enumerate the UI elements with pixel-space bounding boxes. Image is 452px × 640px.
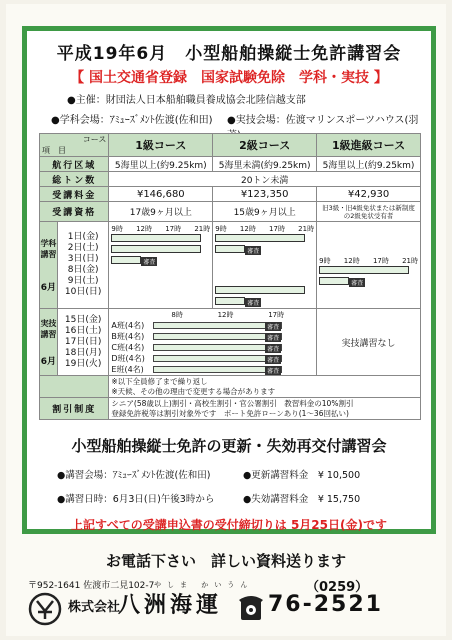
time-scale (111, 224, 210, 234)
time-tick: 17時 (269, 225, 285, 233)
schedule-bar (215, 286, 305, 294)
practical-class-row (111, 320, 314, 331)
row-label-eligibility: 受講資格 (40, 202, 109, 222)
schedule-bar (153, 322, 282, 329)
course-info-frame (22, 26, 436, 534)
theory-month: 6月 (40, 282, 57, 293)
exam-tag: 審査 (267, 324, 280, 331)
class-label: D班(4名) (111, 354, 145, 363)
course-header-3: 1級進級コース (317, 134, 421, 157)
company-address: 〒952-1641 佐渡市二見102-7 (28, 581, 155, 591)
theory-date: 1日(金) (67, 232, 99, 242)
theory-date: 3日(日) (67, 254, 99, 264)
exam-tag: 審査 (267, 368, 280, 375)
schedule-bar (319, 266, 409, 274)
cell-eligibility-1: 17歳9ヶ月以上 (109, 202, 213, 222)
theory-date: 2日(土) (67, 243, 99, 253)
practical-date: 19日(火) (64, 358, 102, 369)
time-scale (319, 256, 418, 266)
schedule-bar (215, 234, 305, 242)
page-title: 平成19年6月 小型船舶操縦士免許講習会 (56, 44, 402, 64)
organizer-value: 財団法人日本船舶職員養成協会北陸信越支部 (105, 95, 306, 106)
theory-venue-label: ●学科会場： (51, 115, 110, 126)
renewal-title: 小型船舶操縦士免許の更新・失効再交付講習会 (71, 437, 387, 455)
practical-schedule (109, 309, 317, 376)
time-tick: 17時 (165, 225, 182, 233)
practical-label: 実技講習 (40, 318, 57, 339)
practical-month: 6月 (40, 356, 57, 367)
course-header-2: 2級コース (213, 134, 317, 157)
renewal-date: 6月3日(日)午後3時から (112, 494, 215, 505)
cell-tonnage: 20トン未満 (109, 172, 421, 187)
practical-venue-value: 佐渡マリンスポーツハウス(羽 (285, 115, 419, 126)
renewal-venue: ｱﾐｭｰｽﾞﾒﾝﾄ佐渡(佐和田) (112, 470, 211, 481)
exam-tag: 審査 (247, 248, 260, 255)
practical-venue-label: ●実技会場： (227, 115, 286, 126)
theory-venue-value: ｱﾐｭｰｽﾞﾒﾝﾄ佐渡(佐和田) (109, 115, 213, 126)
time-tick: 12時 (136, 225, 152, 233)
theory-schedule-2 (213, 222, 317, 309)
company-prefix: 株式会社 (68, 600, 121, 615)
table-corner (40, 134, 109, 157)
practical-time-scale (111, 310, 314, 320)
row-label-discount: 割引制度 (40, 398, 109, 420)
cell-area-1: 5海里以上(約9.25km) (109, 157, 213, 172)
practical-date: 18日(月) (64, 347, 102, 358)
time-tick: 8時 (171, 311, 183, 319)
cell-fee-3: ¥42,930 (317, 187, 421, 202)
notes-spacer (40, 376, 109, 398)
course-header-1: 1級コース (109, 134, 213, 157)
schedule-bar (153, 344, 282, 351)
lapse-fee-label: ●失効講習料金 (243, 494, 309, 505)
renew-fee: ¥ 10,500 (317, 470, 361, 481)
time-tick: 12時 (343, 257, 360, 265)
company-name: 八洲海運 (118, 593, 223, 618)
time-tick: 9時 (319, 257, 331, 265)
course-table (39, 133, 421, 420)
discount-line: シニア(58歳以上)割引・高校生割引・官公署割引 教習料金の10%割引 (111, 398, 354, 408)
month-label-theory (40, 222, 58, 309)
renew-fee-line (243, 467, 360, 481)
practical-class-row (111, 331, 314, 342)
no-practical-cell: 実技講習なし (317, 309, 421, 376)
practical-dates (57, 309, 109, 376)
renewal-venue-label: ●講習会場： (57, 470, 113, 481)
row-label-tonnage: 総トン数 (40, 172, 109, 187)
call-to-action: お電話下さい 詳しい資料送ります (105, 552, 346, 570)
time-tick: 17時 (268, 311, 285, 319)
renewal-date-label: ●講習日時： (57, 494, 113, 505)
renew-fee-label: ●更新講習料金 (243, 470, 309, 481)
exam-tag: 審査 (267, 335, 280, 342)
time-tick: 12時 (217, 311, 234, 319)
company-kana: やしま かいうん (154, 581, 254, 589)
telephone-icon (238, 592, 264, 622)
application-deadline: 上記すべての受講申込書の受付締切りは 5月25日(金)です (71, 518, 387, 532)
time-tick: 21時 (298, 225, 315, 233)
time-scale (215, 224, 314, 234)
cell-area-2: 5海里未満(約9.25km) (213, 157, 317, 172)
renewal-date-line (57, 491, 214, 505)
note-line: ※以下全員修了まで繰り返し (111, 376, 208, 386)
exam-tag: 審査 (143, 259, 156, 266)
exam-tag: 審査 (247, 300, 260, 307)
row-label-fee: 受講料金 (40, 187, 109, 202)
cell-fee-2: ¥123,350 (213, 187, 317, 202)
row-label-area: 航行区域 (40, 157, 109, 172)
note-line: ※天候、その他の理由で変更する場合があります (111, 386, 276, 396)
practical-date: 15日(金) (64, 314, 102, 325)
schedule-bar (319, 277, 349, 285)
cell-area-3: 5海里以上(約9.25km) (317, 157, 421, 172)
theory-date: 10日(日) (64, 287, 102, 297)
renewal-venue-line (57, 467, 210, 481)
theory-dates (57, 222, 109, 309)
theory-date: 8日(金) (67, 265, 99, 275)
cell-fee-1: ¥146,680 (109, 187, 213, 202)
exam-tag: 審査 (267, 346, 280, 353)
phone-number[interactable]: 76-2521 (268, 592, 383, 617)
lapse-fee-line (243, 491, 360, 505)
company-logo-icon (28, 592, 62, 626)
discount-line: 登録免許税等は割引対象外です ボート免許ローンあり(1～36回払い) (111, 408, 349, 418)
time-tick: 9時 (215, 225, 227, 233)
lapse-fee: ¥ 15,750 (317, 494, 361, 505)
corner-bottom: 項 目 (42, 146, 66, 155)
flyer-sheet (6, 4, 446, 636)
theory-date: 9日(土) (67, 276, 99, 286)
exam-tag: 審査 (351, 280, 364, 287)
organizer-label: ●主催： (67, 95, 106, 106)
theory-venue-line (51, 111, 213, 126)
class-label: E班(4名) (111, 365, 144, 374)
cell-eligibility-2: 15歳9ヶ月以上 (213, 202, 317, 222)
theory-schedule-3 (317, 222, 421, 309)
discount-cell (109, 398, 421, 420)
schedule-bar (111, 245, 201, 253)
time-tick: 9時 (111, 225, 123, 233)
time-tick: 12時 (239, 225, 256, 233)
schedule-bar (153, 355, 282, 362)
class-label: C班(4名) (111, 343, 145, 352)
schedule-bar (153, 366, 282, 373)
exam-tag: 審査 (267, 357, 280, 364)
cell-eligibility-3: 旧3級・旧4級免状または新制度の2級免状受有者 (317, 202, 421, 222)
page-subtitle: 【 国土交通省登録 国家試験免除 学科・実技 】 (70, 70, 388, 86)
time-tick: 17時 (372, 257, 389, 265)
organizer-line (67, 91, 306, 106)
time-tick: 21時 (402, 257, 418, 265)
practical-date: 16日(土) (64, 325, 102, 336)
theory-schedule-1 (109, 222, 213, 309)
schedule-bar (111, 256, 141, 264)
time-tick: 21時 (194, 225, 211, 233)
schedule-bar (215, 297, 245, 305)
phone-area-code: （0259） (306, 580, 369, 595)
schedule-bar (215, 245, 245, 253)
corner-top: コース (82, 135, 107, 144)
notes-cell (109, 376, 421, 398)
schedule-bar (111, 234, 201, 242)
practical-class-row (111, 353, 314, 364)
class-label: B班(4名) (111, 332, 145, 341)
class-label: A班(4名) (111, 321, 145, 330)
schedule-bar (153, 333, 282, 340)
month-label-practical (40, 309, 58, 376)
practical-class-row (111, 342, 314, 353)
practical-class-row (111, 364, 314, 375)
practical-date: 17日(日) (64, 336, 102, 347)
theory-label: 学科講習 (40, 238, 57, 259)
